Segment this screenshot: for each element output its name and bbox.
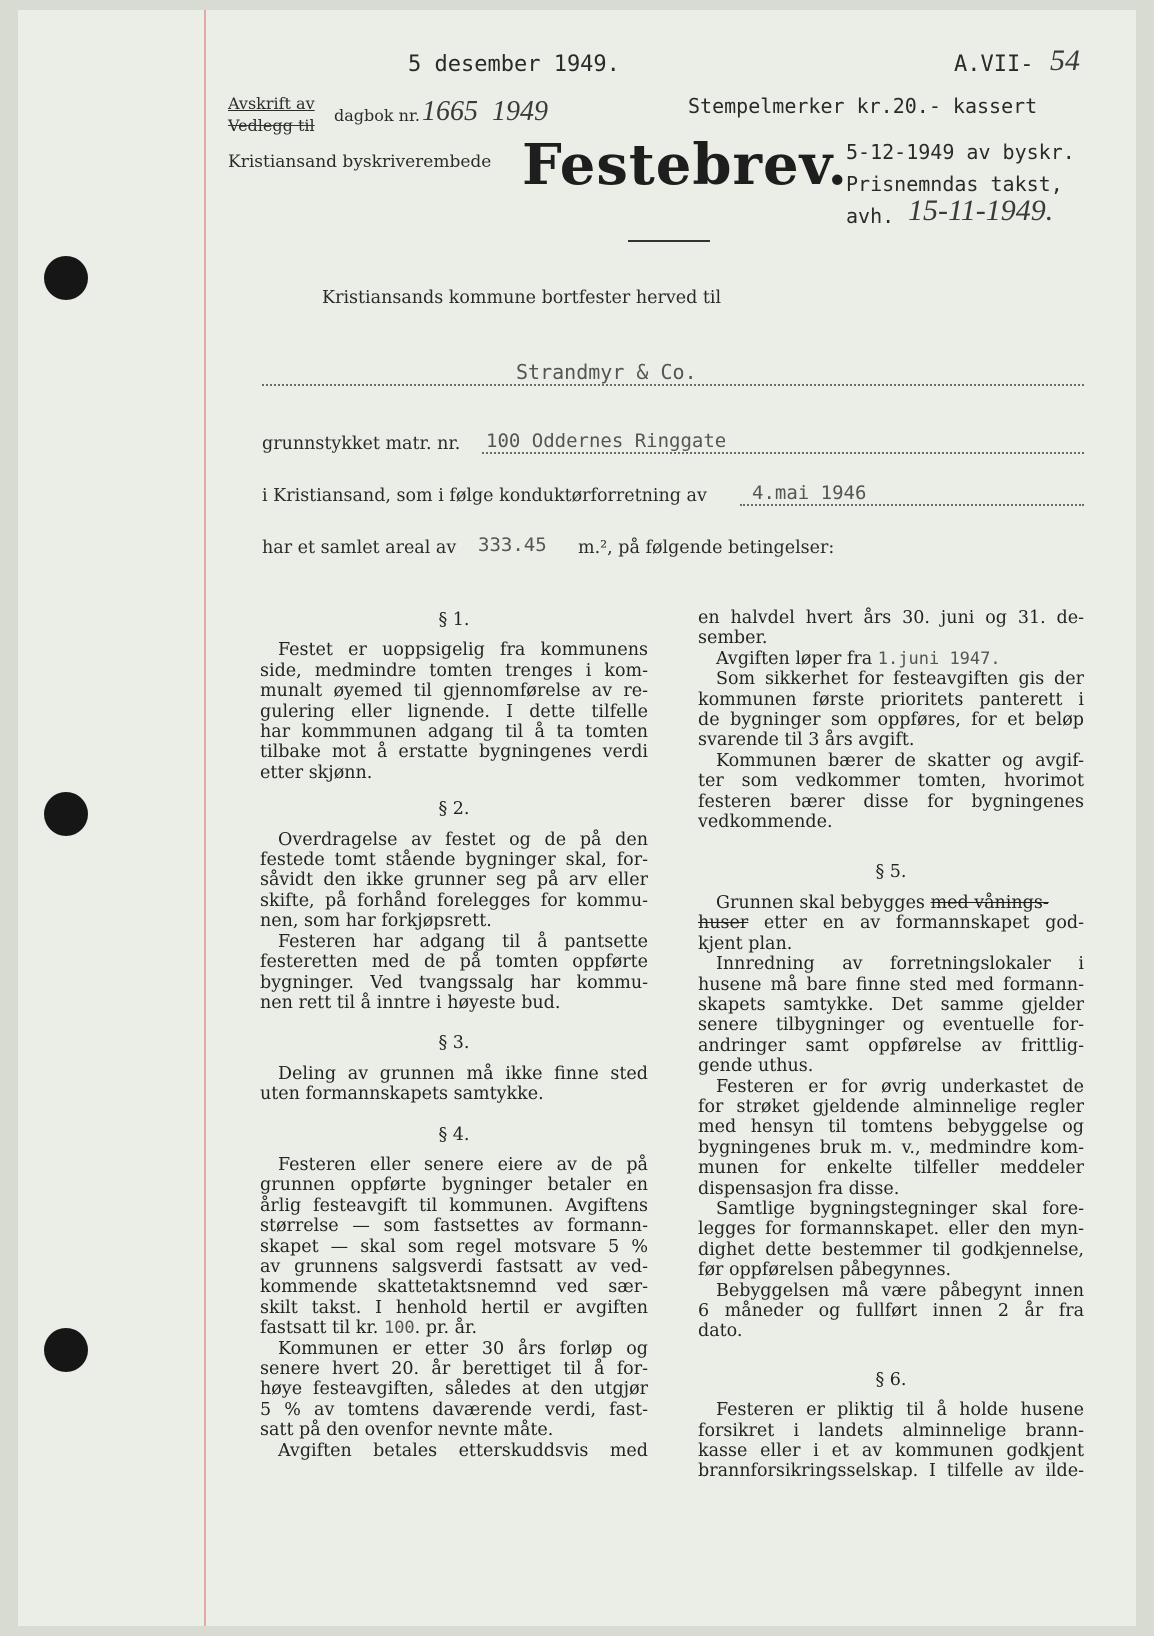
text-line: kasse eller i et av kommunen godkjent (698, 1441, 1084, 1462)
text-line: høye festeavgiften, således at den utgjør (260, 1379, 648, 1400)
text-line: for strøket gjeldende alminnelige regler (698, 1096, 1084, 1117)
text-line: satt på den ovenfor nevnte måte. (260, 1420, 554, 1441)
journal-year: 1949 (492, 96, 548, 127)
text-line: såvidt den ikke grunner seg på arv eller (260, 870, 648, 891)
text-line: Festeren er pliktig til å holde husene (716, 1400, 1084, 1421)
text-line: Festeren er for øvrig underkastet de (716, 1076, 1084, 1097)
text-line: kommunen første prioritets panterett i (698, 689, 1084, 710)
section-5-heading: § 5. (875, 862, 907, 883)
text-line: Overdragelse av festet og de på den (278, 829, 648, 850)
text-line: Deling av grunnen må ikke finne sted (278, 1063, 648, 1084)
text-line: skifte, på forhånd forelegges for kommu- (260, 890, 648, 911)
text-line: sember. (698, 628, 768, 649)
right-column (698, 608, 1084, 1482)
text-line: Kommunen bærer de skatter og avgif- (716, 750, 1084, 771)
text-line: uten formannskapets samtykke. (260, 1084, 544, 1105)
text-line: ter som vedkommer tomten, hvorimot (698, 771, 1084, 792)
section-6-heading: § 6. (875, 1369, 907, 1390)
page-reference: A.VII- (954, 52, 1034, 77)
struck-text: huser (698, 913, 749, 934)
intro-line: Kristiansands kommune bortfester herved til (322, 288, 722, 308)
text-line: munen for enkelte tilfeller meddeler (698, 1158, 1084, 1179)
text-line: Festet er uoppsigelig fra kommunens (278, 640, 648, 661)
text-line: Innredning av forretningslokaler i (716, 954, 1084, 975)
s5-first-line (698, 893, 1084, 913)
text-line: bygningenes bruk m. v., medmindre kom- (698, 1137, 1084, 1158)
lessee-line (262, 384, 1084, 386)
text-line: vedkommende. (698, 812, 833, 833)
section-2-heading: § 2. (438, 799, 470, 820)
text-line: husene må bare finne sted med formann- (698, 974, 1084, 995)
journal-label: dagbok nr. (334, 106, 420, 125)
text-line: nen rett til å inntre i høyeste bud. (260, 992, 561, 1013)
avh-date: 15-11-1949. (908, 194, 1054, 227)
avh-label: avh. (846, 204, 895, 228)
section-1-heading: § 1. (438, 610, 470, 630)
text-line: av grunnens salgsverdi fastsatt av ved- (260, 1256, 648, 1277)
text-line: har kommmunen adgang til å ta tomten (260, 722, 648, 743)
text-line: de bygninger som oppføres, for et beløp (698, 710, 1084, 731)
text-line: side, medmindre tomten trenges i kom- (260, 660, 648, 681)
text-line: nen, som har forkjøpsrett. (260, 911, 492, 932)
text-line: Avgiften betales etterskuddsvis med (278, 1440, 648, 1461)
s5-prefix: Grunnen skal bebygges (716, 892, 925, 913)
text-line: gulering eller lignende. I dette tilfelle (260, 701, 648, 722)
text-line: skilt takst. I henhold hertil er avgiften (260, 1297, 648, 1318)
text-line: størrelse — som fastsettes av formann- (260, 1216, 648, 1237)
title-rule (628, 240, 710, 242)
stamp-date: 5-12-1949 av byskr. (846, 140, 1075, 164)
margin-line (204, 10, 206, 1626)
text-line: bygninger. Ved tvangssalg har kommu- (260, 972, 648, 993)
s5-second-line (698, 913, 1084, 933)
text-line: brannforsikringsselskap. I tilfelle av ilde- (698, 1461, 1084, 1482)
lessee-name: Strandmyr & Co. (516, 360, 697, 384)
text-line: festeren bærer disse for bygningenes (698, 791, 1084, 812)
text-line: munalt øyemed til gjennomførelse av re- (260, 681, 648, 702)
section-3-heading: § 3. (438, 1033, 470, 1054)
text-line: andringer samt oppførelse av frittlig- (698, 1035, 1084, 1056)
text-line: 5 % av tomtens daværende verdi, fast- (260, 1399, 648, 1420)
property-value: 100 Oddernes Ringgate (486, 430, 727, 452)
text-line: Som sikkerhet for festeavgiften gis der (716, 669, 1084, 690)
text-line: skapets samtykke. Det samme gjelder (698, 994, 1084, 1015)
text-line: Samtlige bygningstegninger skal fore- (716, 1198, 1084, 1219)
start-value: 1.juni 1947. (877, 648, 1001, 669)
text-line: skapet — skal som regel motsvare 5 % (260, 1236, 648, 1257)
survey-line (740, 504, 1084, 506)
text-line: tilbake mot å erstatte bygningenes verdi (260, 742, 648, 763)
area-value: 333.45 (478, 534, 547, 556)
text-line: grunnen oppførte bygninger betaler en (260, 1175, 648, 1196)
text-line: etter skjønn. (260, 762, 373, 783)
start-prefix: Avgiften løper fra (716, 648, 873, 669)
header-date: 5 desember 1949. (408, 52, 620, 77)
text-line: årlig festeavgift til kommunen. Avgiftens (260, 1195, 648, 1216)
text-line: senere hvert 20. år berettiget til å for- (260, 1359, 648, 1379)
stamp-note: Stempelmerker kr.20.- kassert (688, 94, 1038, 118)
punch-hole-middle (44, 792, 88, 836)
text-line: svarende til 3 års avgift. (698, 730, 915, 751)
area-label: har et samlet areal av (262, 538, 457, 558)
attachment-label: Vedlegg til (228, 116, 315, 135)
document-title: Festebrev. (522, 132, 849, 198)
text-line: festede tomt stående bygninger skal, for- (260, 850, 648, 871)
left-column (260, 598, 648, 1461)
text-line: festeretten med de på tomten oppførte (260, 952, 648, 973)
office-name: Kristiansand byskriverembede (228, 152, 492, 172)
text-line: Bebyggelsen må være påbegynt innen (716, 1280, 1084, 1301)
text-line: dato. (698, 1321, 743, 1342)
text-line: gende uthus. (698, 1056, 814, 1077)
text-line: senere tilbygninger og eventuelle for- (698, 1015, 1084, 1036)
text-line: en halvdel hvert års 30. juni og 31. de- (698, 608, 1084, 628)
text-line: med hensyn til tomtens bebyggelse og (698, 1117, 1084, 1138)
text-line: 6 måneder og fullført innen 2 år fra (698, 1301, 1084, 1321)
survey-date: 4.mai 1946 (752, 482, 867, 504)
text-line: før oppførelsen påbegynnes. (698, 1260, 952, 1281)
property-line (482, 452, 1084, 454)
fee-line (260, 1318, 648, 1338)
text-line: dispensasjon fra disse. (698, 1178, 900, 1199)
fee-prefix: fastsatt til kr. (260, 1318, 379, 1339)
text-line: Kommunen er etter 30 års forløp og (278, 1338, 648, 1359)
punch-hole-top (44, 256, 88, 300)
text-line: Festeren har adgang til å pantsette (278, 931, 648, 952)
section-4-heading: § 4. (438, 1124, 470, 1145)
price-board: Prisnemndas takst, (846, 172, 1063, 196)
start-line (698, 649, 1084, 669)
text-line: forsikret i landets alminnelige brann- (698, 1420, 1084, 1441)
struck-text: med vånings- (930, 892, 1049, 913)
fee-suffix: . pr. år. (414, 1318, 478, 1339)
survey-label: i Kristiansand, som i følge konduktørforretning av (262, 486, 707, 506)
property-label: grunnstykket matr. nr. (262, 434, 461, 454)
text-line: dighet dette bestemmer til godkjennelse, (698, 1239, 1084, 1260)
copy-label: Avskrift av (228, 94, 315, 113)
text-line: kommende skattetaktsnemnd ved sær- (260, 1277, 648, 1298)
fee-value: 100 (383, 1318, 415, 1339)
journal-number: 1665 (422, 96, 478, 127)
punch-hole-bottom (44, 1328, 88, 1372)
s5-suffix: etter en av formannskapet god- (763, 913, 1084, 934)
text-line: kjent plan. (698, 933, 793, 954)
page-number: 54 (1050, 44, 1080, 77)
text-line: legges for formannskapet. eller den myn- (698, 1219, 1084, 1240)
text-line: Festeren eller senere eiere av de på (278, 1154, 648, 1175)
area-suffix: m.², på følgende betingelser: (578, 538, 835, 558)
